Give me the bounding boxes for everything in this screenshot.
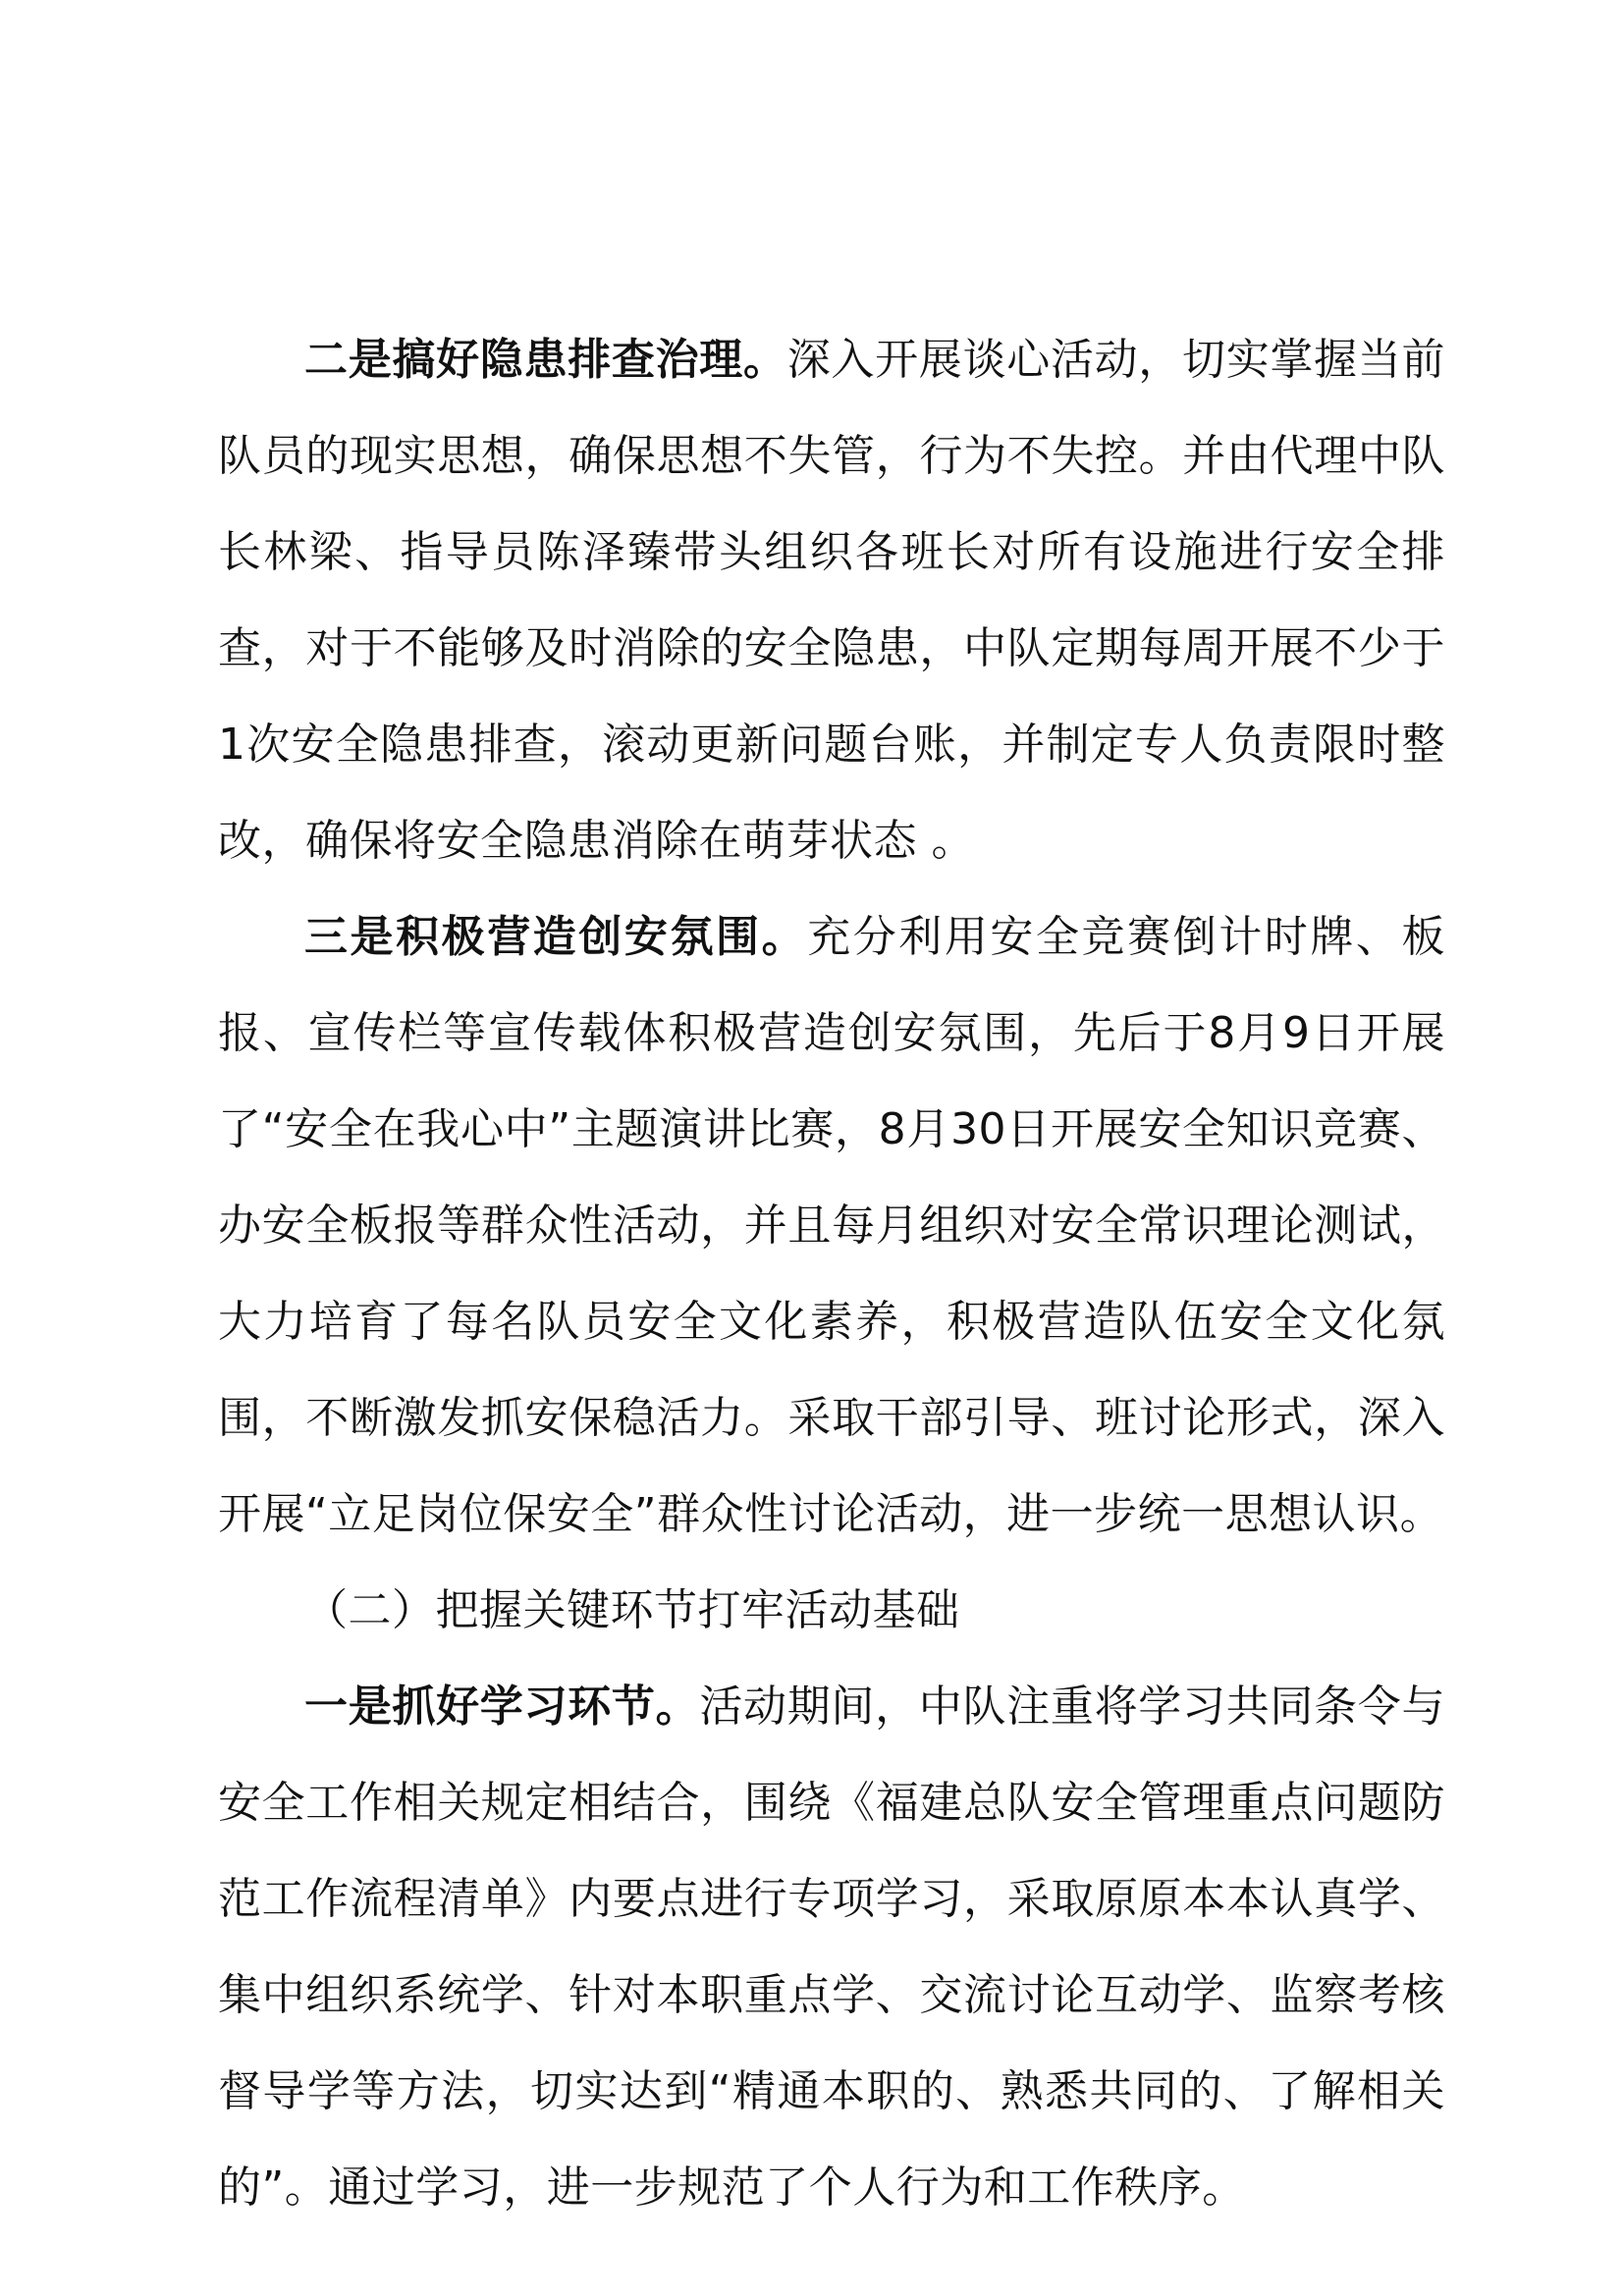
paragraph-hazard-inspection bbox=[218, 312, 1445, 889]
paragraph-lead-heading: 三是积极营造创安氛围。 bbox=[304, 912, 808, 962]
paragraph-text: 深入开展谈心活动，切实掌握当前队员的现实思想，确保思想不失管，行为不失控。并由代理中队长林梁、指导员陈泽臻带头组织各班长对所有设施进行安全排查，对于不能够及时消除的安全隐患，中队定期每周开展不少于1次安全隐患排查，滚动更新问题台账，并制定专人负责限时整改，确保将安全隐患消除在萌芽状态 。 bbox=[218, 335, 1446, 866]
paragraph-lead-heading: 二是搞好隐患排查治理。 bbox=[304, 335, 787, 385]
paragraph-study bbox=[218, 1659, 1445, 2236]
paragraph-text: 充分利用安全竞赛倒计时牌、板报、宣传栏等宣传载体积极营造创安氛围，先后于8月9日开展了“安全在我心中”主题演讲比赛，8月30日开展安全知识竞赛、办安全板报等群众性活动，并且每月组织对安全常识理论测试，大力培育了每名队员安全文化素养，积极营造队伍安全文化氛围，不断激发抓安保稳活力。采取干部引导、班讨论形式，深入开展“立足岗位保安全”群众性讨论活动，进一步统一思想认识。 bbox=[218, 912, 1445, 1539]
paragraph-lead-heading: 一是抓好学习环节。 bbox=[304, 1682, 700, 1732]
document-body bbox=[218, 312, 1445, 2236]
paragraph-text: 活动期间，中队注重将学习共同条令与安全工作相关规定相结合，围绕《福建总队安全管理重点问题防范工作流程清单》内要点进行专项学习，采取原原本本认真学、集中组织系统学、针对本职重点学、交流讨论互动学、监察考核督导学等方法，切实达到“精通本职的、熟悉共同的、了解相关的”。通过学习，进一步规范了个人行为和工作秩序。 bbox=[218, 1682, 1446, 2213]
paragraph-safety-atmosphere bbox=[218, 889, 1445, 1563]
section-heading: （二）把握关键环节打牢活动基础 bbox=[304, 1585, 960, 1635]
